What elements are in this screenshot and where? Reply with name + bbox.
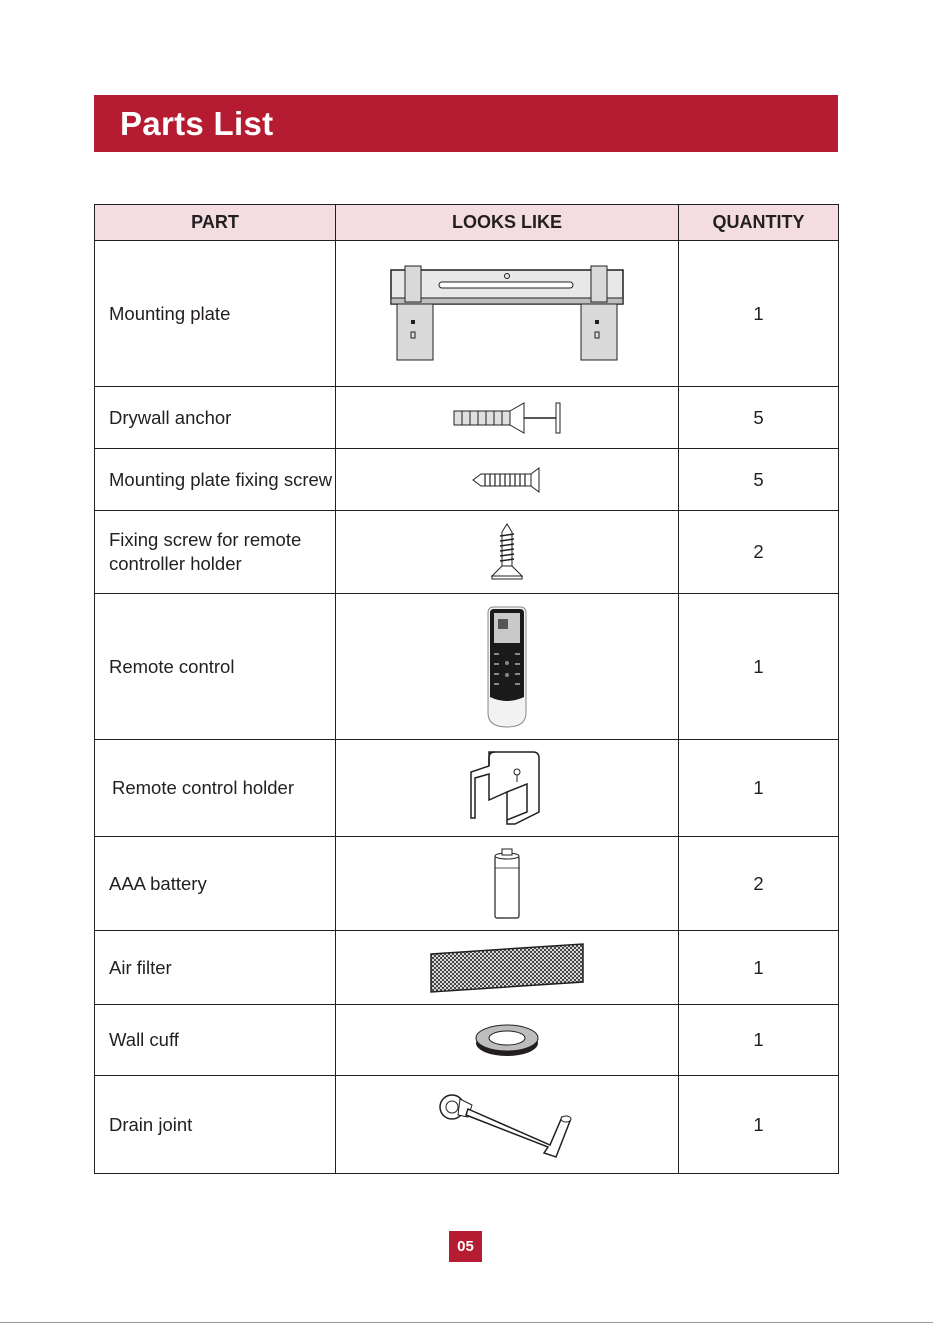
drywall-anchor-icon — [452, 401, 562, 435]
drain-joint-icon — [432, 1087, 582, 1163]
table-row — [95, 241, 839, 387]
part-image — [336, 931, 679, 1005]
part-image — [336, 511, 679, 594]
part-image — [336, 1005, 679, 1076]
table-row — [95, 449, 839, 511]
table-row — [95, 1005, 839, 1076]
footer-divider — [0, 1322, 933, 1323]
part-name: Drain joint — [95, 1076, 336, 1174]
part-quantity: 2 — [679, 837, 839, 931]
table-row — [95, 740, 839, 837]
part-quantity: 1 — [679, 1076, 839, 1174]
part-quantity: 1 — [679, 594, 839, 740]
part-name: Mounting plate fixing screw — [95, 449, 336, 511]
part-name: Mounting plate — [95, 241, 336, 387]
table-row — [95, 1076, 839, 1174]
mounting-plate-icon — [387, 264, 627, 364]
part-image — [336, 241, 679, 387]
part-image — [336, 1076, 679, 1174]
page-number: 05 — [449, 1231, 482, 1262]
page-title: Parts List — [120, 105, 274, 142]
part-name: Remote control holder — [95, 740, 336, 837]
part-image — [336, 740, 679, 837]
part-quantity: 1 — [679, 740, 839, 837]
table-row — [95, 387, 839, 449]
part-name: Drywall anchor — [95, 387, 336, 449]
part-image — [336, 837, 679, 931]
tapping-screw-icon — [490, 522, 524, 582]
part-name: Wall cuff — [95, 1005, 336, 1076]
part-name: AAA battery — [95, 837, 336, 931]
battery-icon — [492, 848, 522, 920]
part-image — [336, 449, 679, 511]
table-row — [95, 511, 839, 594]
remote-control-icon — [484, 605, 530, 729]
title-banner — [94, 95, 838, 152]
part-quantity: 1 — [679, 931, 839, 1005]
wall-cuff-icon — [474, 1021, 540, 1059]
part-quantity: 2 — [679, 511, 839, 594]
column-header-looks-like: LOOKS LIKE — [336, 205, 679, 241]
parts-table — [94, 204, 839, 1174]
table-row — [95, 594, 839, 740]
part-name: Remote control — [95, 594, 336, 740]
part-image — [336, 594, 679, 740]
remote-holder-icon — [467, 748, 547, 828]
part-quantity: 5 — [679, 387, 839, 449]
part-name: Fixing screw for remote controller holder — [95, 511, 336, 594]
column-header-part: PART — [95, 205, 336, 241]
part-image — [336, 387, 679, 449]
table-row — [95, 931, 839, 1005]
table-header-row — [95, 205, 839, 241]
part-name: Air filter — [95, 931, 336, 1005]
column-header-quantity: QUANTITY — [679, 205, 839, 241]
air-filter-icon — [429, 942, 585, 994]
fixing-screw-icon — [471, 466, 543, 494]
table-row — [95, 837, 839, 931]
part-quantity: 1 — [679, 1005, 839, 1076]
part-quantity: 5 — [679, 449, 839, 511]
part-quantity: 1 — [679, 241, 839, 387]
